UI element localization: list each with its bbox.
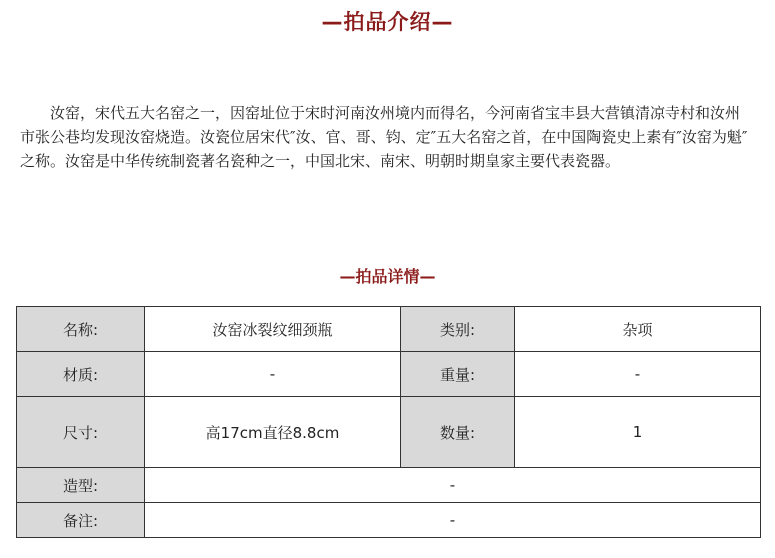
detail-section-title: —拍品详情— <box>339 267 436 286</box>
details-table <box>16 306 761 538</box>
intro-paragraph: 汝窑，宋代五大名窑之一，因窑址位于宋时河南汝州境内而得名，今河南省宝丰县大营镇清凉寺村和汝州市张公巷均发现汝窑烧造。汝瓷位居宋代″汝、官、哥、钧、定″五大名窑之首，在中国陶瓷史上素有″汝窑为魁″之称。汝窑是中华传统制瓷著名瓷种之一，中国北宋、南宋、明朝时期皇家主要代表瓷器。 <box>20 104 748 170</box>
size-value: 高17cm直径8.8cm <box>145 397 401 468</box>
table-row <box>17 352 761 397</box>
category-value: 杂项 <box>515 307 761 352</box>
remarks-value: - <box>145 503 761 538</box>
intro-section-title: —拍品介绍— <box>321 10 454 34</box>
size-label: 尺寸: <box>17 397 145 468</box>
quantity-label: 数量: <box>401 397 515 468</box>
material-value: - <box>145 352 401 397</box>
shape-value: - <box>145 468 761 503</box>
table-row <box>17 307 761 352</box>
table-row <box>17 468 761 503</box>
material-label: 材质: <box>17 352 145 397</box>
shape-label: 造型: <box>17 468 145 503</box>
weight-label: 重量: <box>401 352 515 397</box>
category-label: 类别: <box>401 307 515 352</box>
table-row <box>17 503 761 538</box>
table-row <box>17 397 761 468</box>
remarks-label: 备注: <box>17 503 145 538</box>
quantity-value: 1 <box>515 397 761 468</box>
name-value: 汝窑冰裂纹细颈瓶 <box>145 307 401 352</box>
weight-value: - <box>515 352 761 397</box>
name-label: 名称: <box>17 307 145 352</box>
